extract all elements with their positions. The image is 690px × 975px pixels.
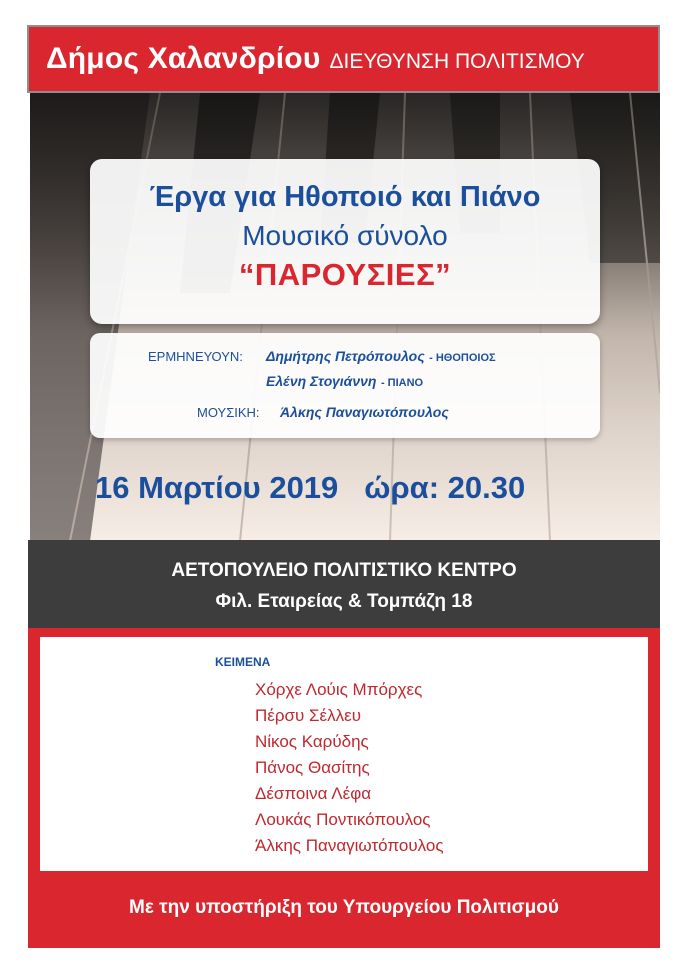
- ensemble-name: “ΠΑΡΟΥΣΙΕΣ”: [238, 257, 452, 292]
- performer-role: - ΗΘΟΠΟΙΟΣ: [429, 352, 496, 364]
- event-date: 16 Μαρτίου 2019: [95, 470, 339, 505]
- author-item: Νίκος Καρύδης: [255, 732, 369, 751]
- texts-heading: ΚΕΙΜΕΝΑ: [215, 655, 271, 669]
- author-item: Πάνος Θασίτης: [255, 758, 370, 777]
- author-item: Πέρσυ Σέλλευ: [255, 706, 362, 725]
- performers-label: ΕΡΜΗΝΕΥΟΥΝ:: [148, 349, 243, 364]
- performer-name: Δημήτρης Πετρόπουλος: [266, 348, 425, 364]
- author-item: Λουκάς Ποντικόπουλος: [255, 810, 431, 829]
- date-time-line: [95, 470, 605, 506]
- performer-row: [266, 348, 496, 366]
- ensemble-subtitle: Μουσικό σύνολο: [242, 220, 448, 251]
- department-name: ΔΙΕΥΘΥΝΣΗ ΠΟΛΙΤΙΣΜΟΥ: [329, 49, 585, 73]
- performer-name: Ελένη Στογιάννη: [266, 373, 377, 389]
- author-item: Χόρχε Λούις Μπόρχες: [255, 680, 423, 699]
- municipality-name: Δήμος Χαλανδρίου: [46, 42, 321, 75]
- header-bar: [27, 25, 660, 93]
- support-line: Με την υποστήριξη του Υπουργείου Πολιτισμού: [129, 897, 559, 918]
- performers-panel: [90, 333, 600, 438]
- composer-name: Άλκης Παναγιωτόπουλος: [280, 404, 449, 420]
- venue-band: [28, 540, 660, 628]
- author-item: Άλκης Παναγιωτόπουλος: [255, 836, 444, 855]
- event-time: ώρα: 20.30: [364, 470, 526, 505]
- author-item: Δέσποινα Λέφα: [255, 784, 372, 803]
- event-title: Έργα για Ηθοποιό και Πιάνο: [149, 181, 541, 213]
- performer-row: [266, 373, 423, 391]
- music-label: ΜΟΥΣΙΚΗ:: [197, 405, 260, 420]
- venue-name: ΑΕΤΟΠΟΥΛΕΙΟ ΠΟΛΙΤΙΣΤΙΚΟ ΚΕΝΤΡΟ: [171, 560, 517, 581]
- venue-address: Φιλ. Εταιρείας & Τομπάζη 18: [215, 591, 473, 612]
- title-panel: [90, 159, 600, 324]
- performer-role: - ΠΙΑΝΟ: [380, 377, 424, 389]
